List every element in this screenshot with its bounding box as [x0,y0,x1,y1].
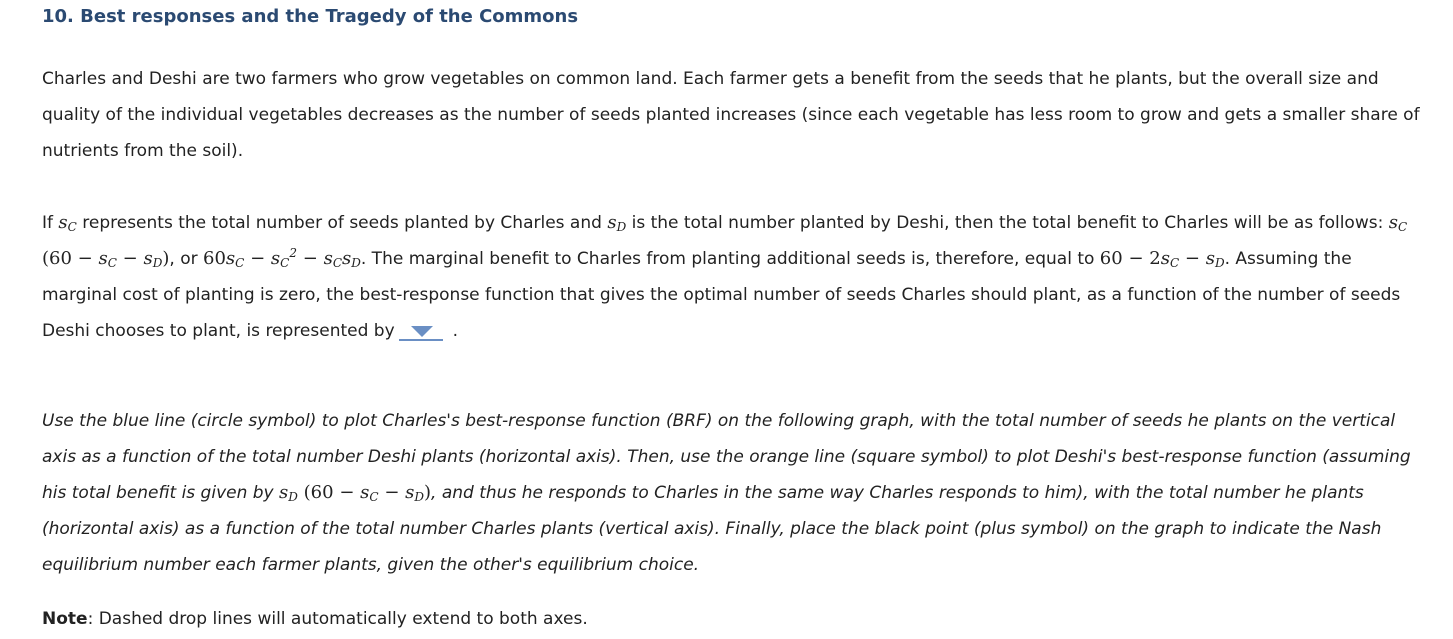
deshi-benefit-formula: $s_D$ $(60 - s_C - s_D)$ [279,482,432,504]
note-text: : Dashed drop lines will automatically extend to both axes. [87,609,588,629]
brf-answer-dropdown[interactable] [399,321,443,341]
note-label: Note [42,609,88,629]
chevron-down-icon [411,326,433,337]
benefit-paragraph: If $s_C$ represents the total number of seeds planted by Charles and $s_D$ is the total number planted by Deshi, then the total benefit to Charles will be as follows: $s_C$ $(60 - s_C - s_D)$, or $60s_C - s_C^2 - s_Cs_D$. The marginal benefit to Charles from planting additional seeds is, therefore, equal to $60 - 2s_C - s_D$. Assuming the marginal cost of planting is zero, the best-response function that gives the optimal number of seeds Charles should plant, as a function of the number of seeds Deshi chooses to plant, is represented by . [42,212,1408,341]
benefit-formula: $s_C$ $(60 - s_C - s_D)$ [42,212,1408,270]
question-title: 10. Best responses and the Tragedy of the Commons [42,6,579,27]
instructions-paragraph: Use the blue line (circle symbol) to plot Charles's best-response function (BRF) on the following graph, with the total number of seeds he plants on the vertical axis as a function of the total number Deshi plants (horizontal axis). Then, use the orange line (square symbol) to plot Deshi's best-response function (assuming his total benefit is given by $s_D$ $(60 - s_C - s_D)$, and thus he responds to Charles in the same way Charles responds to him), with the total number he plants (horizontal axis) as a function of the total number Charles plants (vertical axis). Finally, place the black point (plus symbol) on the graph to indicate the Nash equilibrium number each farmer plants, given the other's equilibrium choice. [42,411,1411,575]
marginal-benefit-formula: $60 - 2s_C - s_D$ [1099,248,1225,270]
intro-paragraph: Charles and Deshi are two farmers who grow vegetables on common land. Each farmer gets a benefit from the seeds that he plants, but the overall size and quality of the individual vegetables decreases as the number of seeds planted increases (since each vegetable has less room to grow and gets a smaller share of nutrients from the soil). [42,69,1420,161]
note-paragraph [42,601,1432,637]
benefit-expanded-formula: $60s_C - s_C^2 - s_Cs_D$ [203,246,361,270]
sc-var: $s_C$ [58,212,77,234]
sd-var: $s_D$ [607,212,627,234]
